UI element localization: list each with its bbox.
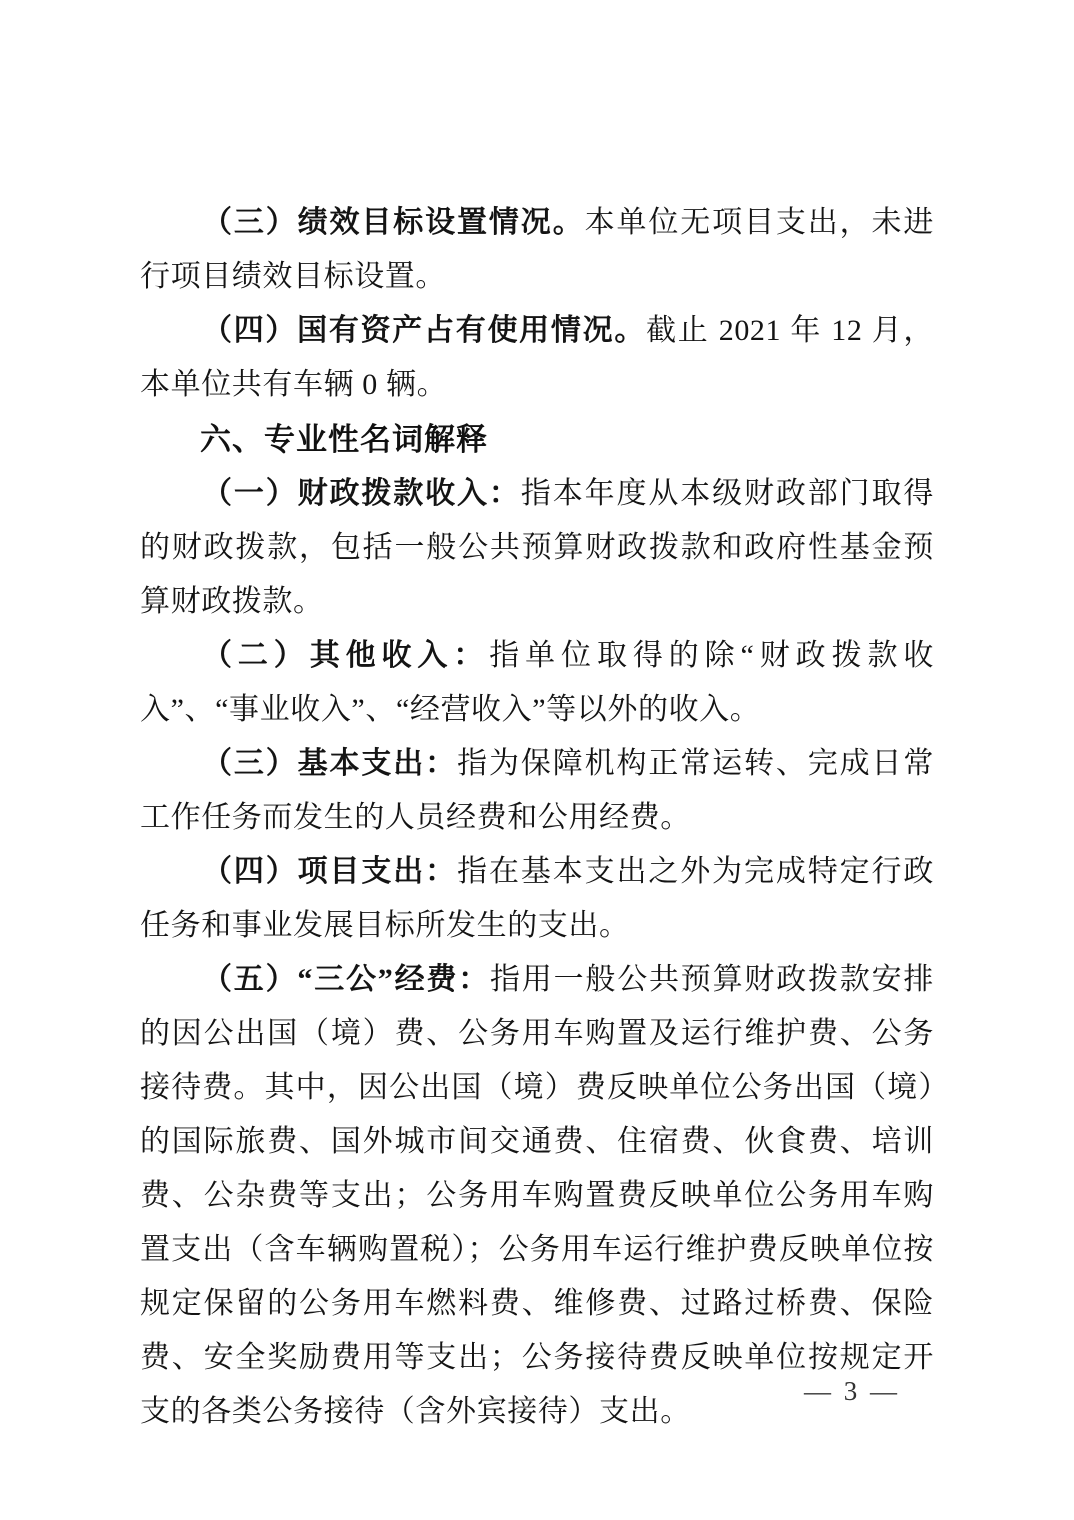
- glossary-item-other-income: [140, 629, 934, 737]
- paragraph-lead: （一）财政拨款收入：: [202, 477, 521, 510]
- paragraph-lead: （二）其他收入：: [202, 639, 490, 672]
- glossary-item-three-public-expenses: [140, 953, 934, 1439]
- page-number: — 3 —: [804, 1376, 900, 1406]
- paragraph-text: 指为保障机构正常运转、完成日常工作任务而发生的人员经费和公用经费。: [140, 747, 934, 834]
- paragraph-text: 截止 2021 年 12 月，本单位共有车辆 0 辆。: [140, 314, 935, 401]
- document-body: [140, 196, 934, 1439]
- paragraph-text: 指在基本支出之外为完成特定行政任务和事业发展目标所发生的支出。: [140, 855, 934, 942]
- glossary-item-project-expenditure: [140, 845, 934, 953]
- paragraph-lead: （三）基本支出：: [202, 747, 458, 780]
- paragraph-lead: （四）项目支出：: [202, 855, 458, 888]
- glossary-section-heading: 六、专业性名词解释: [200, 422, 488, 457]
- paragraph-performance-goals: [140, 196, 934, 304]
- paragraph-text: 指单位取得的除“财政拨款收入”、“事业收入”、“经营收入”等以外的收入。: [140, 639, 934, 726]
- paragraph-text: 指用一般公共预算财政拨款安排的因公出国（境）费、公务用车购置及运行维护费、公务接待费。其中，因公出国（境）费反映单位公务出国（境）的国际旅费、国外城市间交通费、住宿费、伙食费、培训费、公杂费等支出；公务用车购置费反映单位公务用车购置支出（含车辆购置税）；公务用车运行维护费反映单位按规定保留的公务用车燃料费、维修费、过路过桥费、保险费、安全奖励费用等支出；公务接待费反映单位按规定开支的各类公务接待（含外宾接待）支出。: [140, 963, 934, 1428]
- glossary-item-fiscal-appropriation-income: [140, 467, 934, 629]
- paragraph-lead: （五）“三公”经费：: [202, 963, 490, 996]
- paragraph-text: 指本年度从本级财政部门取得的财政拨款，包括一般公共预算财政拨款和政府性基金预算财政拨款。: [140, 477, 934, 618]
- paragraph-text: 本单位无项目支出，未进行项目绩效目标设置。: [140, 206, 934, 293]
- paragraph-lead: （四）国有资产占有使用情况。: [202, 314, 647, 347]
- glossary-item-basic-expenditure: [140, 737, 934, 845]
- paragraph-state-assets: [140, 304, 934, 412]
- paragraph-lead: （三）绩效目标设置情况。: [202, 206, 585, 239]
